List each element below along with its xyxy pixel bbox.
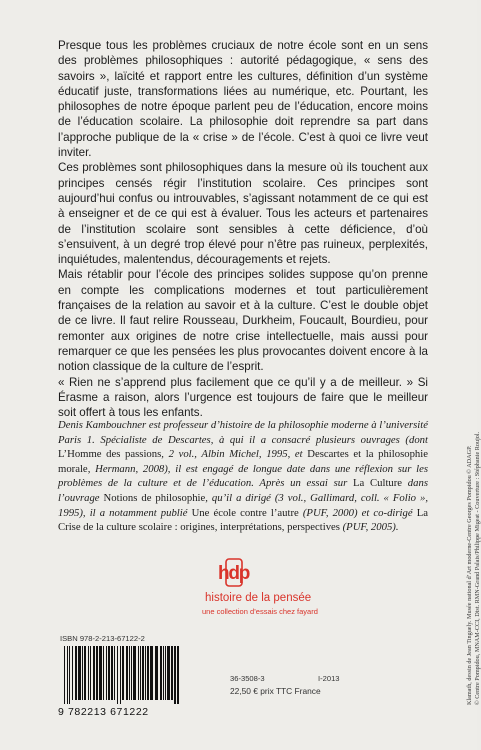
barcode-bar [69, 646, 70, 704]
bio-text: Denis Kambouchner est professeur d’histoire de la philosophie moderne à l’université Paris 1. Spécialiste de Descartes, à qui il a consacré plusieurs ouvrages (dont [58, 419, 428, 446]
credits-line-1: Klamath, dessin de Jean Tinguely. Musée national d’Art moderne-Centre Georges Pompidou © ADAGP. [466, 445, 473, 705]
collection-title: histoire de la pensée [205, 592, 312, 604]
barcode-bar [84, 646, 86, 700]
barcode-bar [111, 646, 113, 700]
reference-code: 36-3508-3 [230, 674, 265, 683]
barcode-bar [90, 646, 91, 700]
bio-text: dans l’ouvrage [58, 477, 428, 504]
credits-line-2: © Centre Pompidou, MNAM-CCI, Dist. RMN-Grand Palais/Philippe Migeat - Couverture : Stéphanie Roujol. [473, 431, 481, 705]
barcode-bar [131, 646, 132, 700]
barcode-bar [145, 646, 146, 700]
bio-title: La Crise de la culture scolaire : origines, interprétations, perspectives [58, 506, 428, 534]
barcode-bar [114, 646, 115, 700]
barcode-bar [171, 646, 173, 700]
barcode-bar [133, 646, 136, 700]
bio-text: , qu’il a dirigé (3 vol., Gallimard, coll. « Folio », 1995), il a notamment publié [58, 491, 428, 519]
barcode-bar [106, 646, 107, 700]
barcode-bar [147, 646, 149, 700]
bio-title: Une école contre l’autre [191, 506, 299, 519]
price: 22,50 € prix TTC France [230, 686, 321, 696]
barcode-bar [174, 646, 176, 704]
publisher-logo [216, 558, 260, 588]
publisher-logo-text: hdp [218, 563, 250, 584]
barcode-bar [120, 646, 121, 704]
barcode-bar [103, 646, 104, 700]
barcode-bar [177, 646, 179, 704]
bio-text: , Hermann, 2008), il est engagé de longue date dans une réflexion sur les problèmes de la culture et de l’éducation. Après un essai sur [58, 462, 428, 490]
barcode-bar [108, 646, 110, 700]
barcode-bar [122, 646, 124, 700]
barcode [58, 646, 182, 704]
barcode-bar [75, 646, 77, 700]
barcode-bar [160, 646, 162, 700]
barcode-bar [82, 646, 83, 700]
barcode-bar [138, 646, 139, 700]
barcode-bar [129, 646, 130, 700]
barcode-bar [67, 646, 68, 704]
barcode-bar [72, 646, 73, 700]
bio-title: L’Homme des passions [58, 448, 162, 461]
summary-paragraph-1: Presque tous les problèmes cruciaux de notre école sont en un sens des problèmes philosophiques : autorité pédagogique, « sens des savoirs », laïcité et rapport entre les cultures, définition d’un système éducatif juste, transformations liées au numérique, etc. Pourtant, les philosophes de notre époque parlent peu de l’éducation, encore moins de l’éducation scolaire. La philosophie doit reprendre sa part dans l’approche publique de la « crise » de l’école. C’est à quoi ce livre veut inviter. [58, 39, 428, 160]
bio-title: La Culture [353, 477, 403, 490]
summary-paragraph-4: « Rien ne s’apprend plus facilement que ce qu’il y a de meilleur. » Si Érasme a raison, alors l’urgence est toujours de faire que le meilleur soit offert à tous les enfants. [58, 375, 428, 420]
barcode-bar [78, 646, 81, 700]
barcode-bar [150, 646, 153, 700]
barcode-bar [142, 646, 144, 700]
barcode-bar [88, 646, 89, 700]
bio-text: , 2 vol., Albin Michel, 1995, et [161, 448, 308, 461]
bio-title: Notions de philosophie [103, 491, 206, 504]
cover-credits [466, 432, 481, 705]
barcode-bar [126, 646, 128, 700]
barcode-bar [64, 646, 65, 704]
summary-paragraph-2: Ces problèmes sont philosophiques dans la mesure où ils touchent aux principes censés régir l’institution scolaire. Ces principes sont aujourd’hui confus ou introuvables, s’agissant notamment de ce qui est à enseigner et de ce qui est à évaluer. Tous les acteurs et partenaires de l’institution scolaire sont sensibles à cette déficience, d’où s’ensuivent, à un degré trop élevé pour n’être pas ruineux, perplexités, inquiétudes, malentendus, découragements et rejets. [58, 161, 428, 267]
bio-title: Descartes et la philosophie morale [58, 448, 428, 475]
isbn-label: ISBN 978-2-213-67122-2 [60, 634, 145, 643]
barcode-bar [165, 646, 166, 700]
barcode-bar [96, 646, 98, 700]
bio-text: (PUF, 2005). [339, 521, 399, 534]
print-date: I-2013 [318, 674, 340, 683]
barcode-bar [155, 646, 158, 700]
barcode-bar [140, 646, 141, 700]
barcode-bar [117, 646, 118, 704]
summary-text [58, 38, 428, 420]
author-bio [58, 418, 428, 535]
barcode-bar [167, 646, 170, 700]
summary-paragraph-3: Mais rétablir pour l’école des principes solides suppose qu’on prenne en compte les complications modernes et tout particulièrement françaises de la relation au savoir et à la culture. C’est le double objet de ce livre. Il faut relire Rousseau, Durkheim, Foucault, Bourdieu, pour remonter aux origines de notre crise intellectuelle, mais aussi pour remarquer ce que les pensées les plus provocantes doivent encore à la notion classique de la culture de l’esprit. [58, 268, 428, 374]
collection-subtitle: une collection d’essais chez fayard [202, 607, 318, 616]
barcode-digits: 9 782213 671222 [58, 706, 149, 718]
barcode-bar [163, 646, 164, 700]
barcode-bar [99, 646, 102, 700]
bio-text: (PUF, 2000) et co-dirigé [298, 506, 417, 519]
barcode-bar [93, 646, 95, 700]
